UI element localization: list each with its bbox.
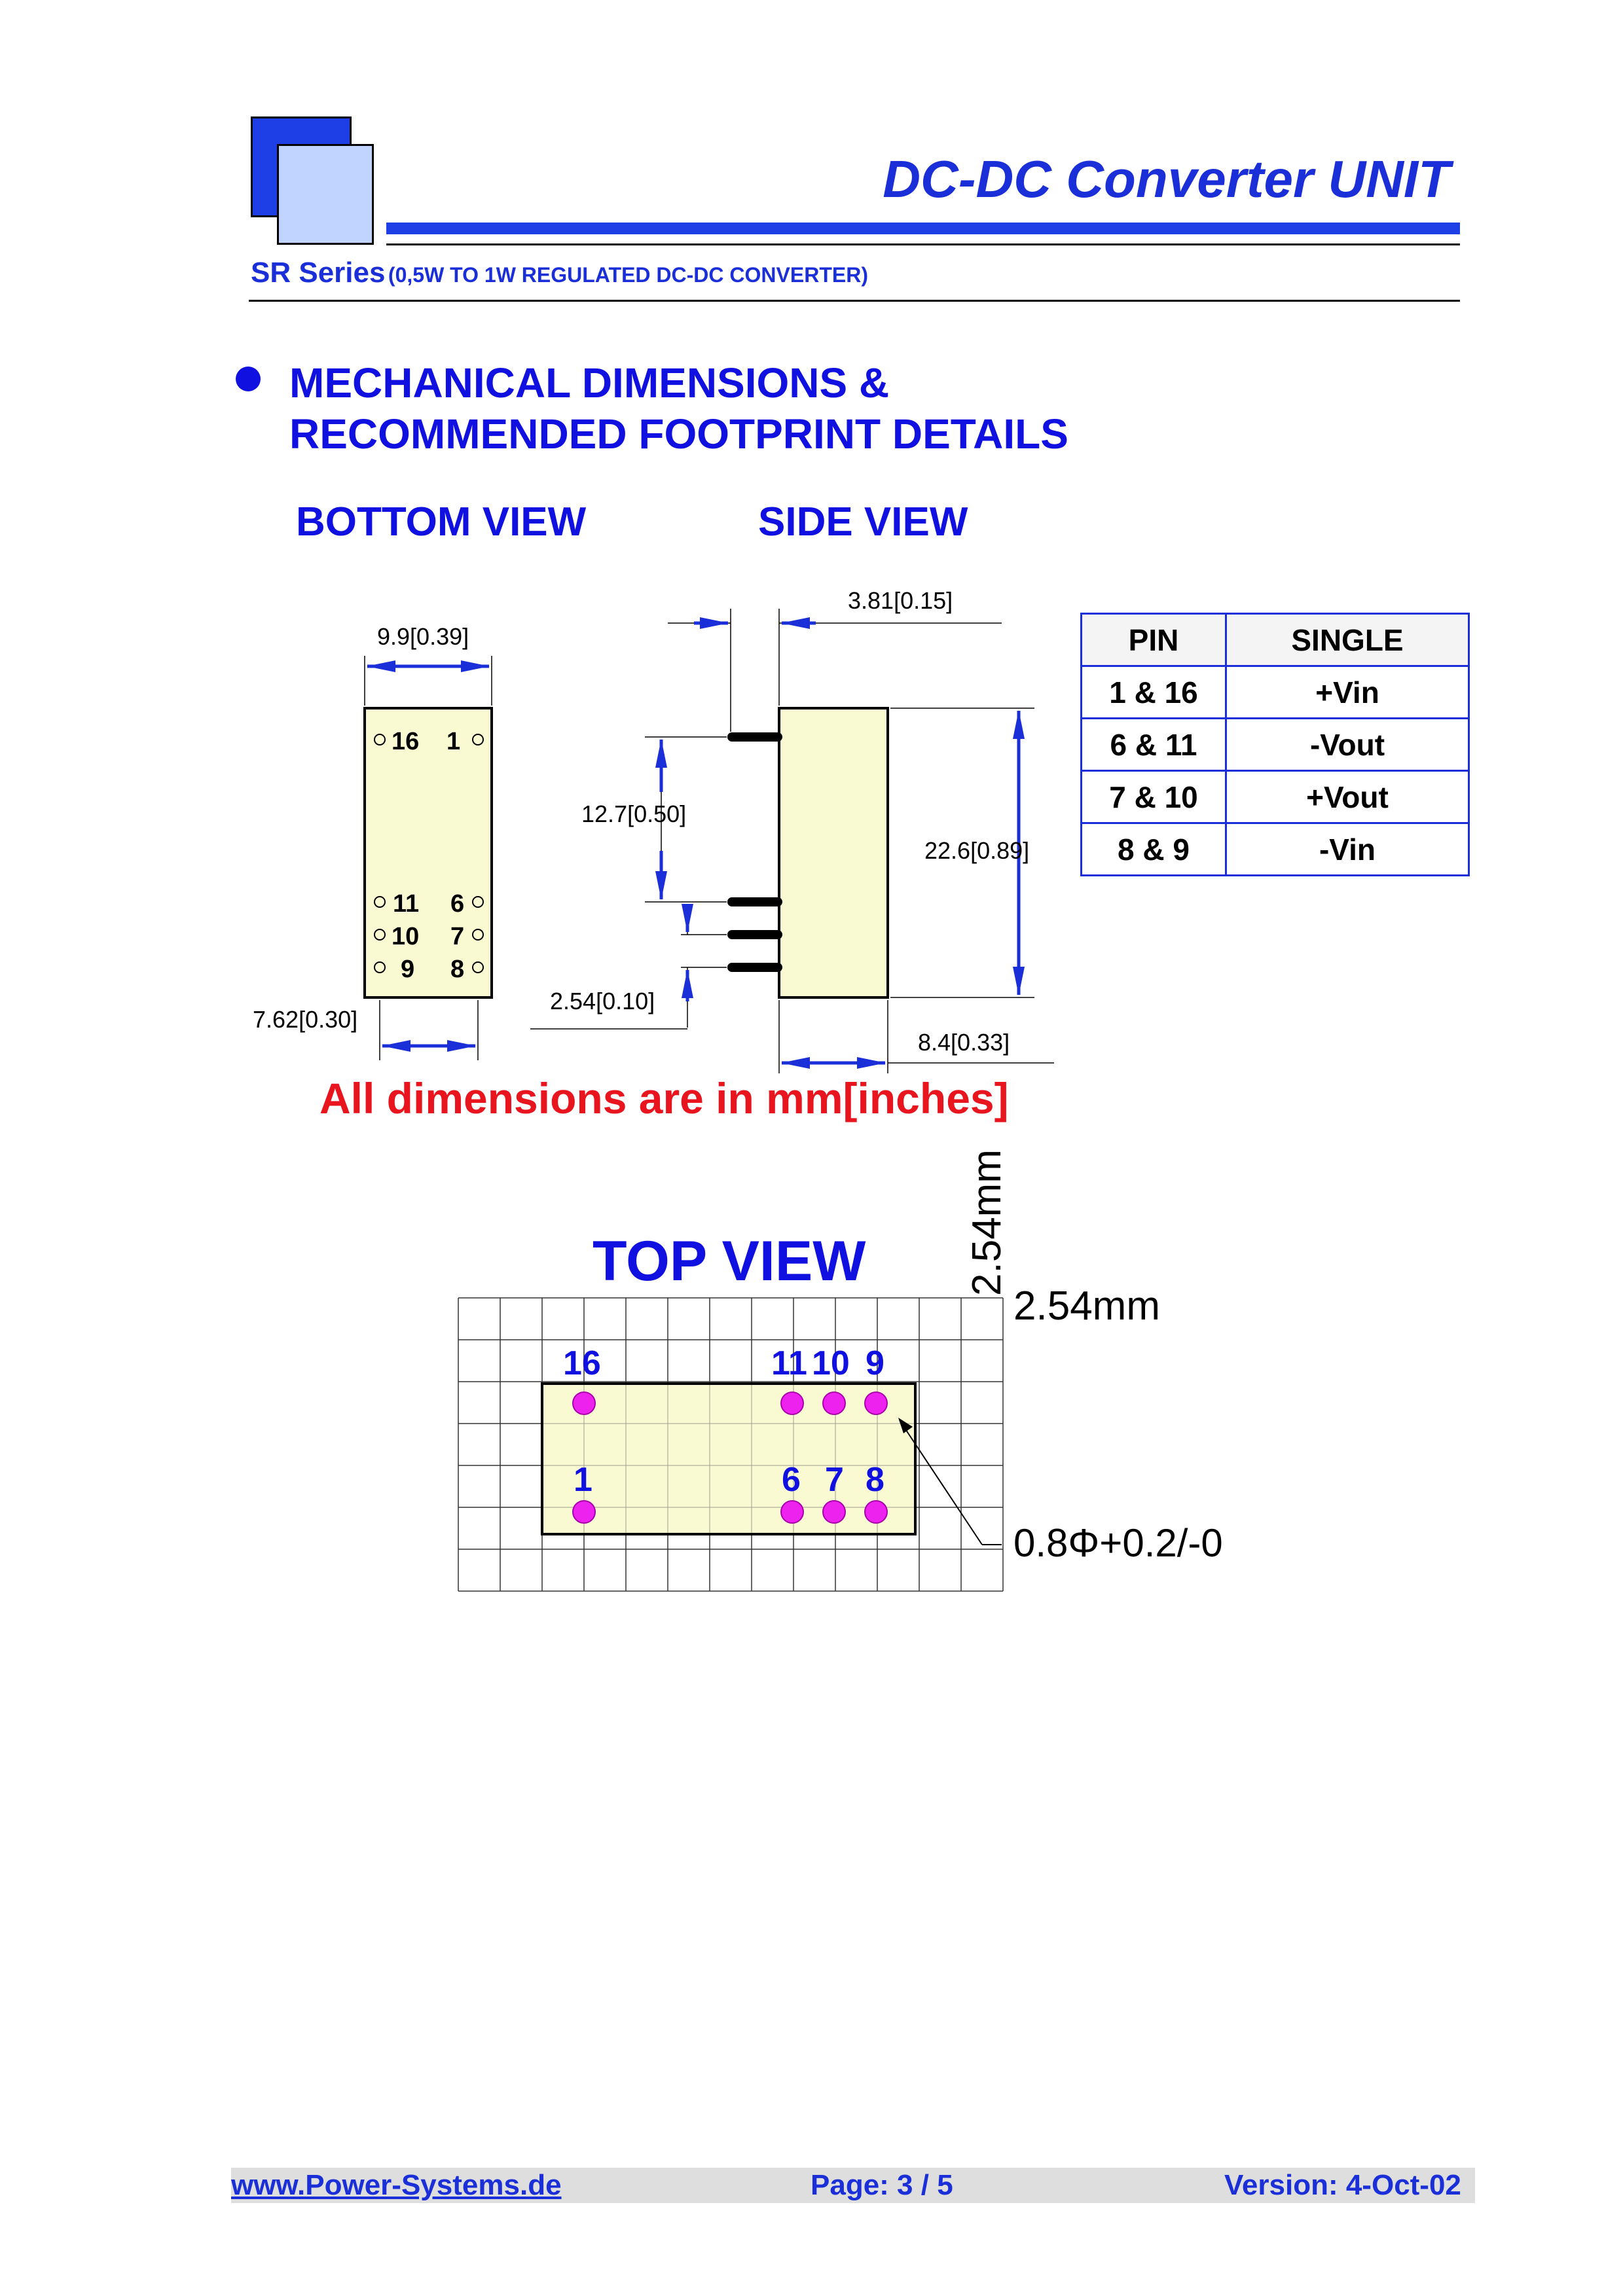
series-name: SR Series: [251, 257, 386, 289]
pad-16: [573, 1392, 595, 1414]
side-pitch-dim: 2.54[0.10]: [550, 988, 655, 1014]
side-view-label: SIDE VIEW: [758, 499, 968, 545]
section-title-line2: RECOMMENDED FOOTPRINT DETAILS: [289, 410, 1068, 457]
top-label-11: 11: [771, 1344, 807, 1382]
pad-9: [865, 1392, 887, 1414]
document-title: DC-DC Converter UNIT: [883, 150, 1450, 208]
side-offset-dim: 3.81[0.15]: [848, 587, 953, 614]
table-cell-pin: 8 & 9: [1082, 823, 1226, 876]
section-title-line1: MECHANICAL DIMENSIONS &: [289, 359, 890, 406]
pad-11: [781, 1392, 803, 1414]
top-label-8: 8: [866, 1461, 884, 1499]
side-depth-dim: 8.4[0.33]: [918, 1029, 1010, 1056]
top-label-6: 6: [782, 1461, 801, 1499]
footprint-drawing: [0, 1113, 1623, 1610]
top-view-label: TOP VIEW: [593, 1230, 866, 1293]
grid-pitch-horizontal: 2.54mm: [1013, 1283, 1160, 1329]
top-label-9: 9: [866, 1344, 884, 1382]
footprint-body: [542, 1384, 915, 1534]
series-description: (0,5W TO 1W REGULATED DC-DC CONVERTER): [388, 263, 868, 287]
table-row: [1082, 771, 1469, 823]
dimensions-note: All dimensions are in mm[inches]: [319, 1074, 1009, 1122]
table-cell-function: -Vin: [1226, 823, 1469, 876]
side-pin-span-dim: 12.7[0.50]: [581, 800, 687, 827]
pin-table: [1080, 613, 1470, 876]
table-row: [1082, 823, 1469, 876]
hole-spec: 0.8Φ+0.2/-0: [1013, 1521, 1223, 1565]
pad-7: [823, 1501, 845, 1523]
bottom-pin-10: 10: [392, 923, 420, 950]
bottom-view-body: [365, 708, 492, 997]
bottom-row-dim: 7.62[0.30]: [253, 1006, 358, 1033]
grid-pitch-vertical: 2.54mm: [964, 1149, 1010, 1296]
top-label-16: 16: [563, 1344, 601, 1382]
table-header-single: SINGLE: [1226, 614, 1469, 666]
side-view-pins: [732, 737, 778, 967]
table-row: [1082, 719, 1469, 771]
bottom-pin-1: 1: [447, 728, 461, 755]
website-link[interactable]: www.Power-Systems.de: [231, 2169, 562, 2201]
table-header-row: [1082, 614, 1469, 666]
table-header-pin: PIN: [1082, 614, 1226, 666]
side-height-dim: 22.6[0.89]: [924, 837, 1030, 864]
pad-6: [781, 1501, 803, 1523]
top-label-7: 7: [825, 1461, 844, 1499]
page-number: Page: 3 / 5: [811, 2169, 953, 2201]
table-cell-pin: 7 & 10: [1082, 771, 1226, 823]
top-label-10: 10: [812, 1344, 850, 1382]
bottom-pin-16: 16: [392, 728, 420, 755]
table-row: [1082, 666, 1469, 719]
side-view-body: [779, 708, 888, 997]
table-cell-function: +Vin: [1226, 666, 1469, 719]
bottom-view-label: BOTTOM VIEW: [296, 499, 587, 545]
bottom-pin-11: 11: [393, 890, 420, 918]
table-cell-function: -Vout: [1226, 719, 1469, 771]
bottom-pin-7: 7: [450, 923, 465, 950]
bottom-pin-8: 8: [450, 956, 465, 983]
table-cell-pin: 6 & 11: [1082, 719, 1226, 771]
version-info: Version: 4-Oct-02: [1224, 2169, 1461, 2201]
pad-10: [823, 1392, 845, 1414]
top-label-1: 1: [574, 1461, 593, 1499]
bottom-width-dim: 9.9[0.39]: [377, 623, 469, 650]
pad-8: [865, 1501, 887, 1523]
table-cell-function: +Vout: [1226, 771, 1469, 823]
pad-1: [573, 1501, 595, 1523]
table-cell-pin: 1 & 16: [1082, 666, 1226, 719]
bottom-pin-9: 9: [401, 956, 415, 983]
bottom-pin-6: 6: [450, 890, 465, 918]
